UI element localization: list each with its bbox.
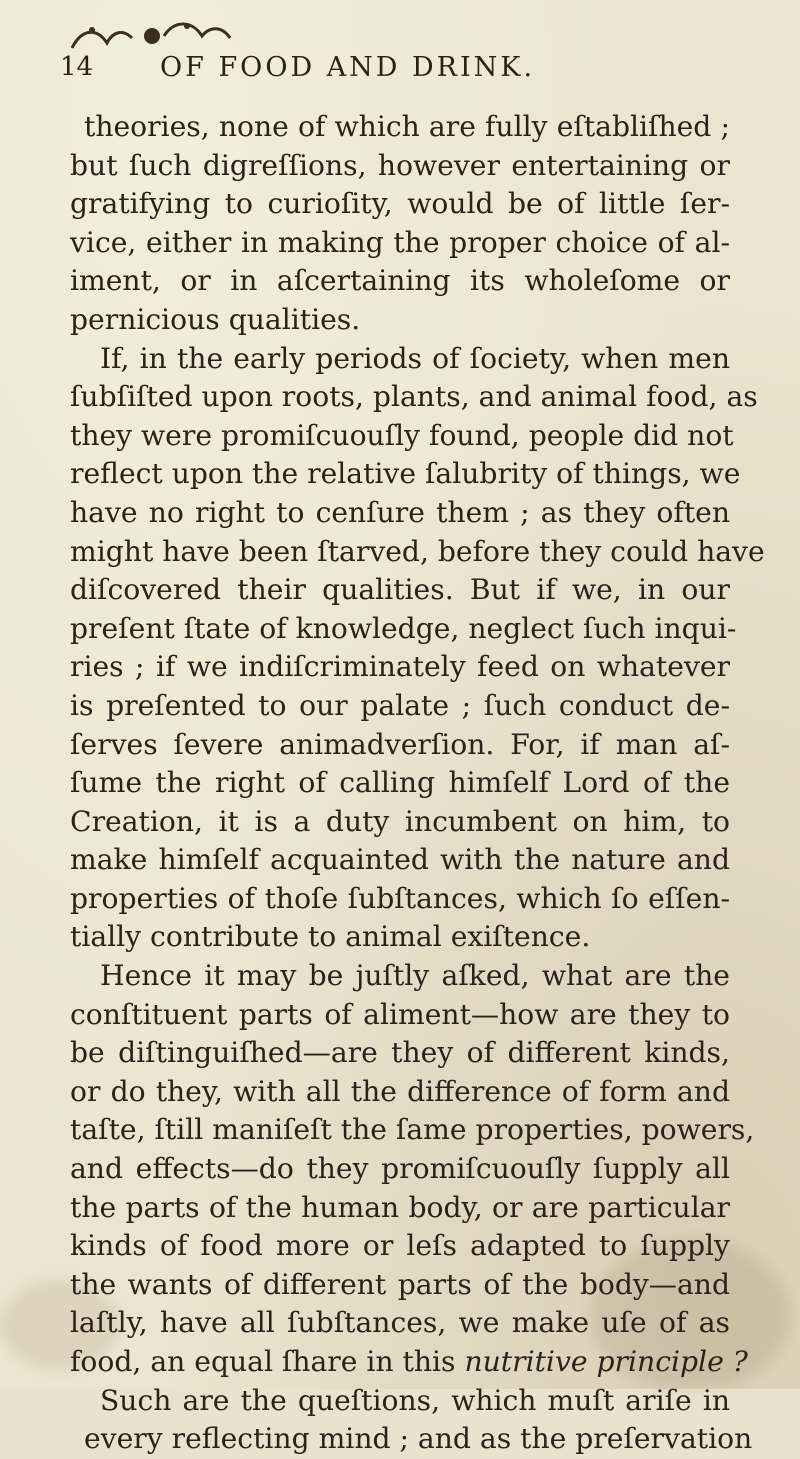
text-line: might have been ſtarved, before they could have: [70, 534, 765, 568]
body-text: [70, 108, 765, 1459]
page-number: 14: [60, 52, 94, 82]
text-line: and effects—do they promiſcuouſly ſupply all: [70, 1152, 730, 1186]
text-line: they were promiſcuouſly found, people did not: [70, 418, 734, 452]
text-line: diſcovered their qualities. But if we, in our: [70, 573, 730, 607]
text-line: have no right to cenſure them ; as they often: [70, 495, 730, 529]
text-line: pernicious qualities.: [70, 302, 361, 336]
text-line: properties of thoſe ſubſtances, which ſo eſſen-: [70, 881, 730, 915]
text-line: but ſuch digreſſions, however entertaining or: [70, 148, 730, 182]
text-line: Such are the queſtions, which muſt ariſe in: [100, 1383, 730, 1417]
text-line: ſubſiſted upon roots, plants, and animal food, as: [70, 380, 758, 414]
text-line: every reflecting mind ; and as the preſervation: [84, 1422, 753, 1456]
text-line: be diſtinguiſhed—are they of different kinds,: [70, 1036, 730, 1070]
text-line: is preſented to our palate ; ſuch conduct de-: [70, 688, 730, 722]
text-line: Creation, it is a duty incumbent on him, to: [70, 804, 730, 838]
text-line: ſerves ſevere animadverſion. For, if man aſ-: [70, 727, 730, 761]
text-line: conſtituent parts of aliment—how are they to: [70, 997, 730, 1031]
text-line: laſtly, have all ſubſtances, we make uſe of as: [70, 1306, 730, 1340]
text-line: Hence it may be juſtly aſked, what are the: [100, 959, 730, 993]
text-line: [70, 1343, 748, 1382]
text-line: taſte, ſtill maniſeſt the ſame properties, powers,: [70, 1113, 755, 1147]
text-line: tially contribute to animal exiſtence.: [70, 920, 591, 954]
emphasized-phrase: nutritive principle ?: [464, 1345, 748, 1378]
text-line-part: food, an equal ſhare in this: [70, 1345, 456, 1378]
text-line: reflect upon the relative ſalubrity of things, we: [70, 457, 741, 491]
text-line: the wants of different parts of the body—and: [70, 1267, 730, 1301]
text-line: or do they, with all the difference of form and: [70, 1074, 730, 1108]
running-head: OF FOOD AND DRINK.: [160, 52, 536, 83]
text-line: the parts of the human body, or are particular: [70, 1190, 730, 1224]
printers-ornament: [52, 8, 242, 58]
text-line: kinds of food more or leſs adapted to ſupply: [70, 1229, 730, 1263]
text-line: vice, either in making the proper choice of al-: [70, 225, 730, 259]
text-line: make himſelf acquainted with the nature and: [70, 843, 730, 877]
text-line: iment, or in aſcertaining its wholeſome or: [70, 264, 730, 298]
text-line: ries ; if we indiſcriminately feed on whatever: [70, 650, 730, 684]
text-line: If, in the early periods of ſociety, when men: [100, 341, 730, 375]
text-line: gratifying to curioſity, would be of little ſer-: [70, 187, 730, 221]
text-line: ſume the right of calling himſelf Lord of the: [70, 766, 730, 800]
text-line: preſent ſtate of knowledge, neglect ſuch inqui-: [70, 611, 737, 645]
text-line: theories, none of which are fully eſtabliſhed ;: [84, 110, 730, 143]
